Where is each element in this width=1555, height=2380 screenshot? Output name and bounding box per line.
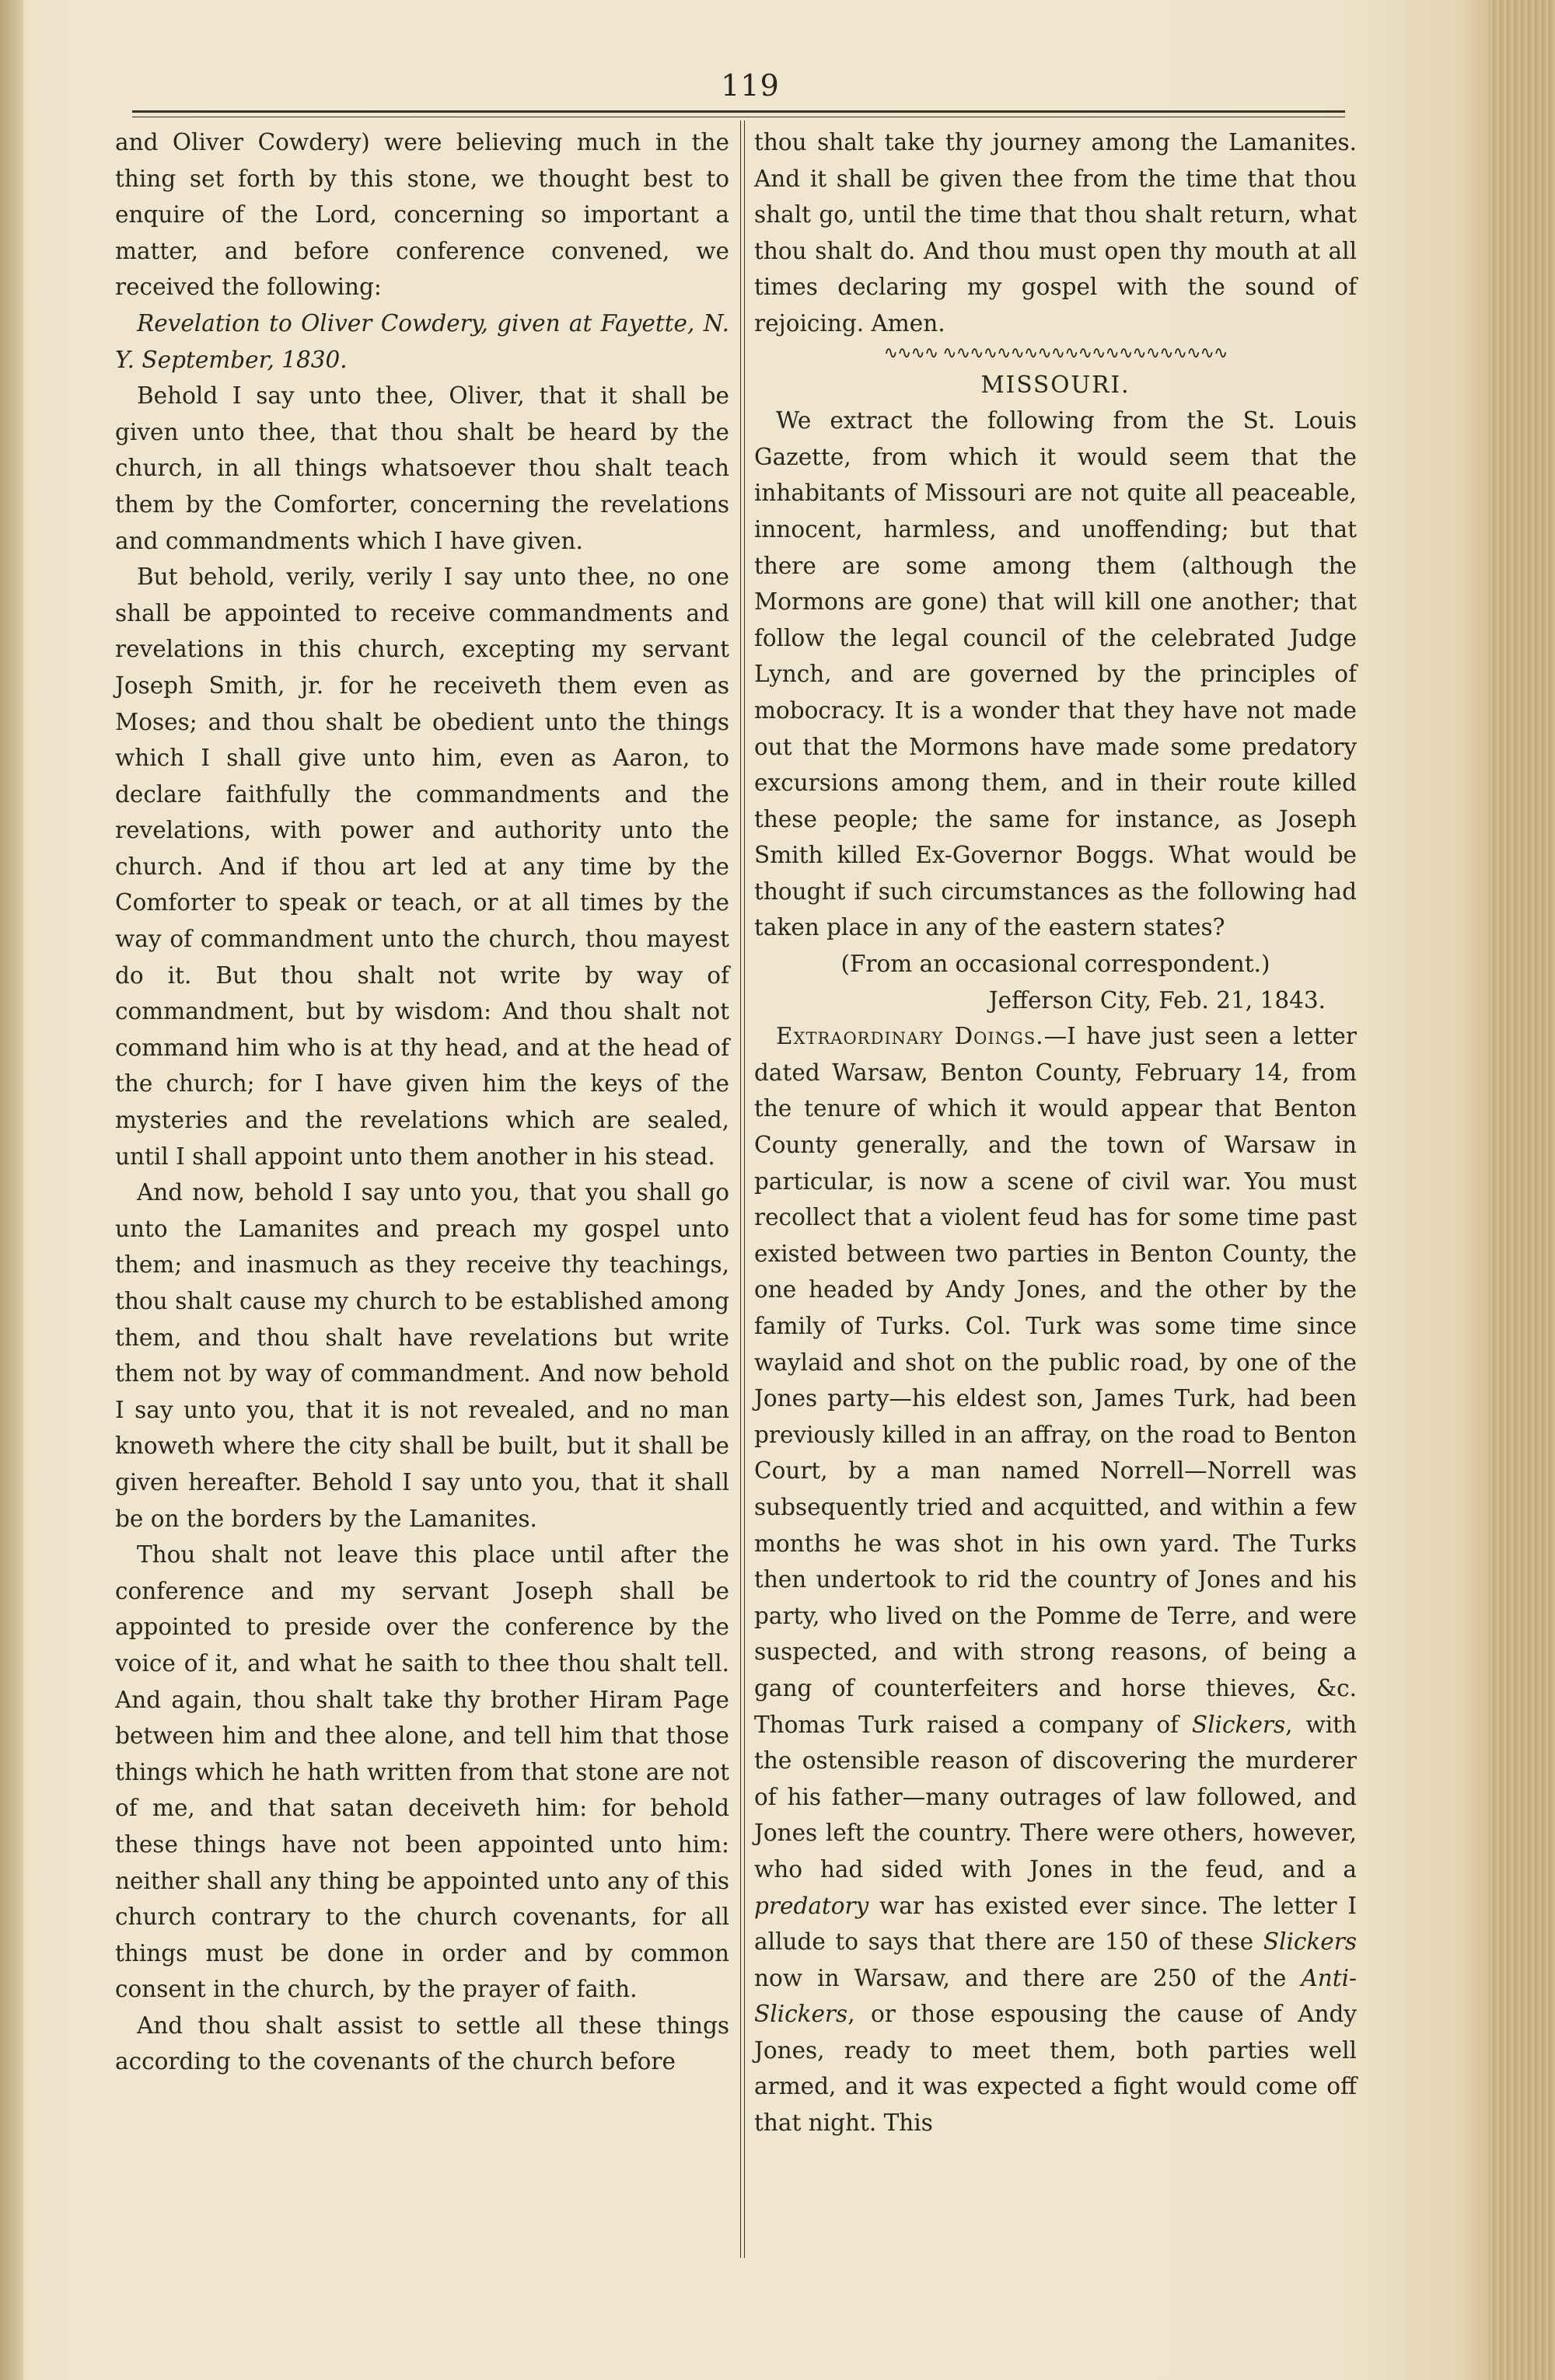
dateline: Jefferson City, Feb. 21, 1843.: [988, 986, 1326, 1014]
article-text-b: , with the ostensible reason of discovering the murderer of his father—many outrages of law followed, and Jones left the country. There were others, however, who had sided with Jones in the feud, and a: [754, 1711, 1357, 1883]
article-lead: Extraordinary Doings.: [776, 1023, 1044, 1050]
source-line: (From an occasional correspondent.): [840, 951, 1270, 978]
article-text-e: , or those espousing the cause of Andy Jones, ready to meet them, both parties well armed, and it was expected a fight would come off that night. This: [754, 2001, 1357, 2137]
page-edge: [1489, 0, 1555, 2380]
page-number: 119: [721, 68, 780, 103]
left-paragraph-2: Behold I say unto thee, Oliver, that it shall be given unto thee, that thou shalt be heard by the church, in all things whatsoever thou shalt teach them by the Comforter, concerning the revelations and commandments which I have given.: [115, 382, 729, 554]
column-divider: [740, 120, 745, 2258]
article-italic-predatory: predatory: [754, 1892, 869, 1919]
left-paragraph-6: And thou shalt assist to settle all these things according to the covenants of the church before: [115, 2012, 729, 2075]
revelation-title: Revelation to Oliver Cowdery, given at Fayette, N. Y. September, 1830.: [115, 309, 729, 373]
binding-gutter: [0, 0, 23, 2380]
article-italic-slickers-2: Slickers: [1263, 1928, 1357, 1956]
right-paragraph-3: [754, 1018, 1357, 2141]
article-text-a: —I have just seen a letter dated Warsaw, Benton County, February 14, from the tenure of which it would appear that Benton County generally, and the town of Warsaw in particular, is now a scene of civil war. You must recollect that a violent feud has for some time past existed between two parties in Benton County, the one headed by Andy Jones, and the other by the family of Turks. Col. Turk was some time since waylaid and shot on the public road, by one of the Jones party—his eldest son, James Turk, had been previously killed in an affray, on the road to Benton Court, by a man named Norrell—Norrell was subsequently tried and acquitted, and within a few months he was shot in his own yard. The Turks then undertook to rid the country of Jones and his party, who lived on the Pomme de Terre, and were suspected, and with strong reasons, of being a gang of counterfeiters and horse thieves, &c. Thomas Turk raised a company of: [754, 1023, 1357, 1738]
article-text-d: now in Warsaw, and there are 250 of the: [754, 1964, 1302, 1991]
right-paragraph-2: We extract the following from the St. Louis Gazette, from which it would seem that the inhabitants of Missouri are not quite all peaceable, innocent, harmless, and unoffending; but that there are some among them (although the Mormons are gone) that will kill one another; that follow the legal council of the celebrated Judge Lynch, and are governed by the principles of mobocracy. It is a wonder that they have not made out that the Mormons have made some predatory excursions among them, and in their route killed these people; the same for instance, as Joseph Smith killed Ex-Governor Boggs. What would be thought if such circumstances as the following had taken place in any of the eastern states?: [754, 407, 1357, 941]
header-rule: [132, 110, 1345, 113]
section-title: MISSOURI.: [980, 371, 1130, 398]
right-paragraph-1: thou shalt take thy journey among the Lamanites. And it shall be given thee from the time that thou shalt go, until the time that thou shalt return, what thou shalt do. And thou must open thy mouth at all times declaring my gospel with the sound of rejoicing. Amen.: [754, 129, 1357, 337]
article-italic-slickers: Slickers: [1191, 1711, 1286, 1738]
right-column: [754, 124, 1357, 2141]
article-text-c: war has existed ever since. The letter I allude to says that there are 150 of these: [754, 1892, 1357, 1956]
section-ornament: ∿∿∿∿ ∿∿∿∿∿∿∿∿∿∿∿∿∿∿∿∿∿∿∿∿∿: [883, 343, 1228, 363]
article-italic-anti-slickers: Anti-Slickers: [754, 1964, 1357, 2028]
left-paragraph-4: And now, behold I say unto you, that you shall go unto the Lamanites and preach my gospel unto them; and inasmuch as they receive thy teachings, thou shalt cause my church to be established among them, and thou shalt have revelations but write them not by way of commandment. And now behold I say unto you, that it is not revealed, and no man knoweth where the city shall be built, but it shall be given hereafter. Behold I say unto you, that it shall be on the borders by the Lamanites.: [115, 1179, 729, 1532]
left-paragraph-3: But behold, verily, verily I say unto thee, no one shall be appointed to receive commandments and revelations in this church, excepting my servant Joseph Smith, jr. for he receiveth them even as Moses; and thou shalt be obedient unto the things which I shall give unto him, even as Aaron, to declare faithfully the commandments and the revelations, with power and authority unto the church. And if thou art led at any time by the Comforter to speak or teach, or at all times by the way of commandment unto the church, thou mayest do it. But thou shalt not write by way of commandment, but by wisdom: And thou shalt not command him who is at thy head, and at the head of the church; for I have given him the keys of the mysteries and the revelations which are sealed, until I shall appoint unto them another in his stead.: [115, 564, 729, 1170]
left-paragraph-1: and Oliver Cowdery) were believing much in the thing set forth by this stone, we thought best to enquire of the Lord, concerning so important a matter, and before conference convened, we received the following:: [115, 129, 729, 301]
left-column: [115, 124, 729, 2080]
left-paragraph-5: Thou shalt not leave this place until after the conference and my servant Joseph shall be appointed to preside over the conference by the voice of it, and what he saith to thee thou shalt tell. And again, thou shalt take thy brother Hiram Page between him and thee alone, and tell him that those things which he hath written from that stone are not of me, and that satan deceiveth him: for behold these things have not been appointed unto him: neither shall any thing be appointed unto any of this church contrary to the church covenants, for all things must be done in order and by common consent in the church, by the prayer of faith.: [115, 1541, 729, 2003]
